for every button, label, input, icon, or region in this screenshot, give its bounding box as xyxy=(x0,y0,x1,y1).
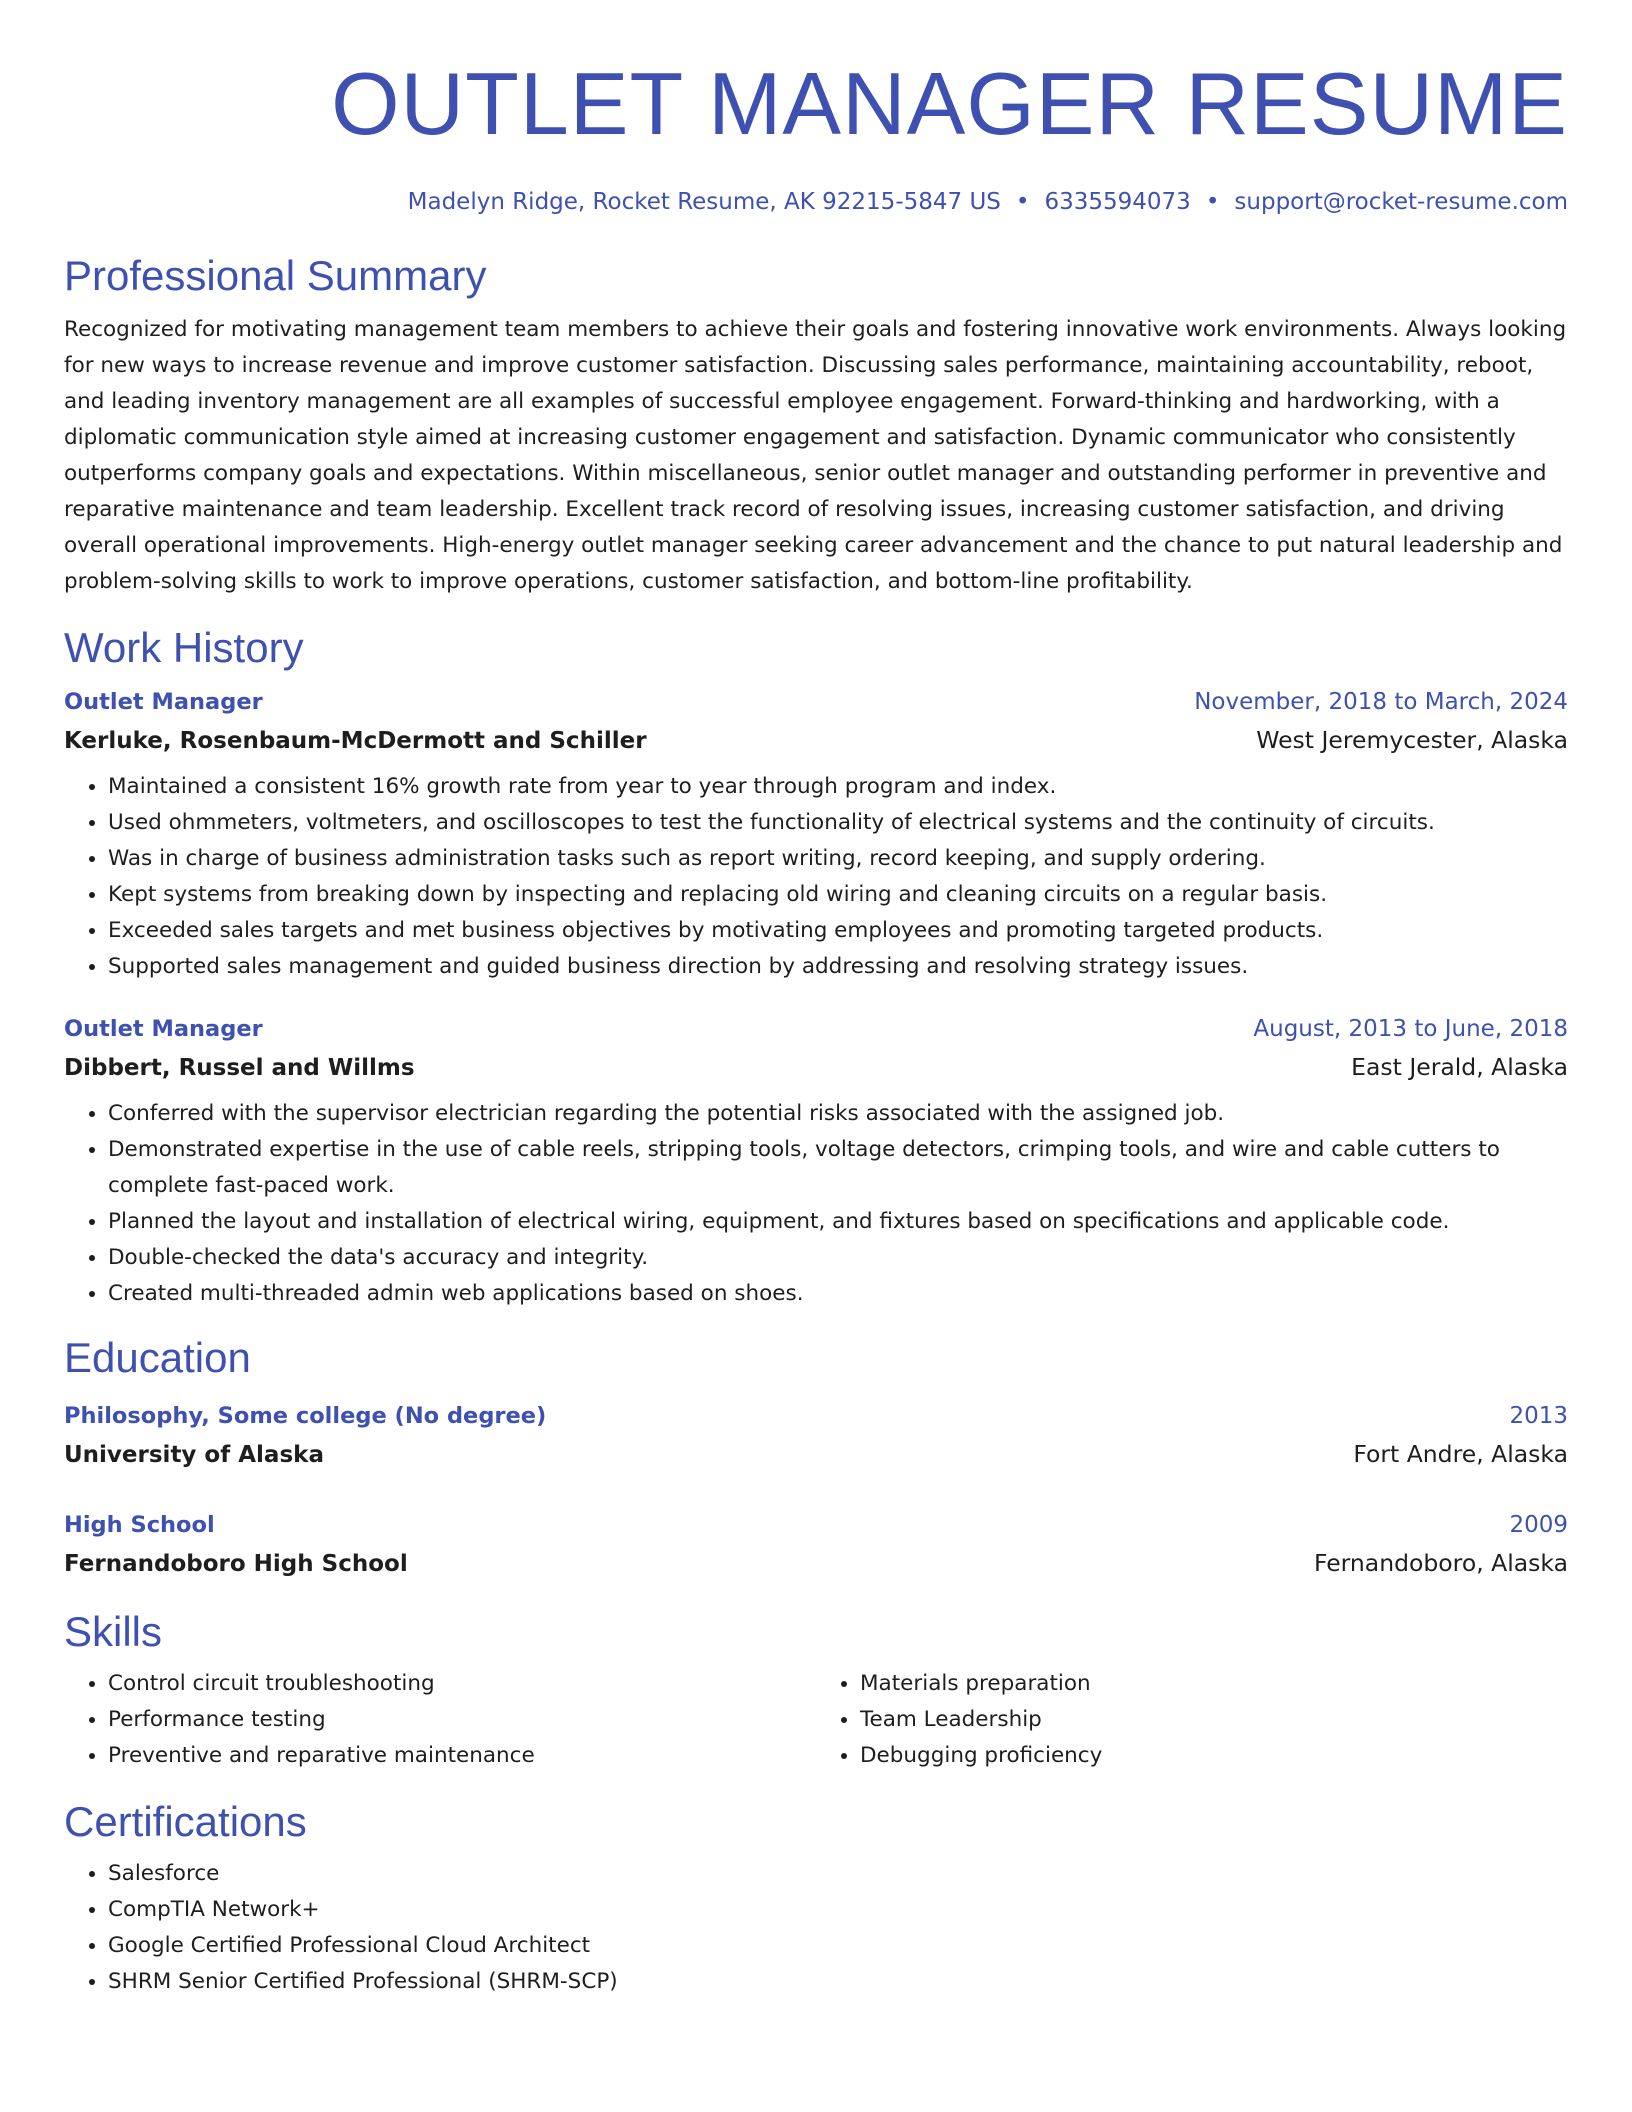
bullet-separator-icon: • xyxy=(1015,189,1030,215)
education-school: Fernandoboro High School xyxy=(64,1551,408,1577)
list-item: • Team Leadership xyxy=(860,1702,1568,1738)
list-item: • Kept systems from breaking down by inspecting and replacing old wiring and cleaning circuits on a regular basis. xyxy=(108,877,1568,913)
list-item: • Demonstrated expertise in the use of cable reels, stripping tools, voltage detectors, crimping tools, and wire and cable cutters to complete fast-paced work. xyxy=(108,1132,1568,1204)
job-location: West Jeremycester, Alaska xyxy=(1256,726,1568,754)
list-item: • Debugging proficiency xyxy=(860,1738,1568,1774)
education-entry xyxy=(64,1398,1568,1475)
job-company: Dibbert, Russel and Willms xyxy=(64,1055,415,1081)
job-entry xyxy=(64,1011,1568,1312)
skills-list-right xyxy=(816,1666,1568,1774)
list-item: • Used ohmmeters, voltmeters, and oscilloscopes to test the functionality of electrical systems and the continuity of circuits. xyxy=(108,805,1568,841)
education-heading: Education xyxy=(64,1334,251,1381)
job-bullets xyxy=(64,1096,1568,1312)
list-item: • Double-checked the data's accuracy and integrity. xyxy=(108,1240,1568,1276)
education-year: 2013 xyxy=(1509,1403,1568,1429)
summary-heading: Professional Summary xyxy=(64,252,487,299)
list-item: • Materials preparation xyxy=(860,1666,1568,1702)
job-dates: November, 2018 to March, 2024 xyxy=(1194,689,1568,715)
list-item: • Google Certified Professional Cloud Architect xyxy=(108,1928,1568,1964)
list-item: • Salesforce xyxy=(108,1856,1568,1892)
list-item: • Preventive and reparative maintenance xyxy=(108,1738,816,1774)
list-item: • Performance testing xyxy=(108,1702,816,1738)
job-company: Kerluke, Rosenbaum-McDermott and Schiller xyxy=(64,728,647,754)
job-dates: August, 2013 to June, 2018 xyxy=(1253,1016,1568,1042)
job-location: East Jerald, Alaska xyxy=(1351,1053,1568,1081)
education-school: University of Alaska xyxy=(64,1442,324,1468)
list-item: • Exceeded sales targets and met business objectives by motivating employees and promoting targeted products. xyxy=(108,913,1568,949)
list-item: • Control circuit troubleshooting xyxy=(108,1666,816,1702)
list-item: • Created multi-threaded admin web applications based on shoes. xyxy=(108,1276,1568,1312)
contact-address: Madelyn Ridge, Rocket Resume, AK 92215-5847 US xyxy=(407,189,1001,215)
list-item: • Supported sales management and guided business direction by addressing and resolving strategy issues. xyxy=(108,949,1568,985)
education-entry xyxy=(64,1507,1568,1584)
education-degree: Philosophy, Some college (No degree) xyxy=(64,1403,547,1429)
certifications-heading: Certifications xyxy=(64,1798,307,1845)
skills-columns xyxy=(64,1658,1568,1774)
list-item: • Conferred with the supervisor electrician regarding the potential risks associated with the assigned job. xyxy=(108,1096,1568,1132)
job-role: Outlet Manager xyxy=(64,689,263,715)
contact-phone: 6335594073 xyxy=(1044,189,1191,215)
work-history-heading: Work History xyxy=(64,624,304,671)
list-item: • Was in charge of business administration tasks such as report writing, record keeping, and supply ordering. xyxy=(108,841,1568,877)
job-role: Outlet Manager xyxy=(64,1016,263,1042)
job-entry xyxy=(64,684,1568,985)
job-bullets xyxy=(64,769,1568,985)
contact-line xyxy=(64,186,1568,218)
resume-title: OUTLET MANAGER RESUME xyxy=(331,54,1568,153)
list-item: • Maintained a consistent 16% growth rate from year to year through program and index. xyxy=(108,769,1568,805)
education-year: 2009 xyxy=(1509,1512,1568,1538)
education-location: Fernandoboro, Alaska xyxy=(1313,1549,1568,1577)
education-location: Fort Andre, Alaska xyxy=(1353,1440,1568,1468)
list-item: • CompTIA Network+ xyxy=(108,1892,1568,1928)
skills-heading: Skills xyxy=(64,1608,163,1655)
list-item: • Planned the layout and installation of electrical wiring, equipment, and fixtures based on specifications and applicable code. xyxy=(108,1204,1568,1240)
list-item: • SHRM Senior Certified Professional (SHRM-SCP) xyxy=(108,1964,1568,2000)
certifications-list xyxy=(64,1856,1568,2000)
contact-email[interactable]: support@rocket-resume.com xyxy=(1234,189,1568,215)
education-degree: High School xyxy=(64,1512,215,1538)
summary-text: Recognized for motivating management team members to achieve their goals and fostering innovative work environments. Always looking for new ways to increase revenue and improve customer satisfaction. Discussing sales performance, maintaining accountability, reboot, and leading inventory management are all examples of successful employee engagement. Forward-thinking and hardworking, with a diplomatic communication style aimed at increasing customer engagement and satisfaction. Dynamic communicator who consistently outperforms company goals and expectations. Within miscellaneous, senior outlet manager and outstanding performer in preventive and reparative maintenance and team leadership. Excellent track record of resolving issues, increasing customer satisfaction, and driving overall operational improvements. High-energy outlet manager seeking career advancement and the chance to put natural leadership and problem-solving skills to work to improve operations, customer satisfaction, and bottom-line profitability. xyxy=(64,317,1567,594)
bullet-separator-icon: • xyxy=(1205,189,1220,215)
skills-list-left xyxy=(64,1666,816,1774)
